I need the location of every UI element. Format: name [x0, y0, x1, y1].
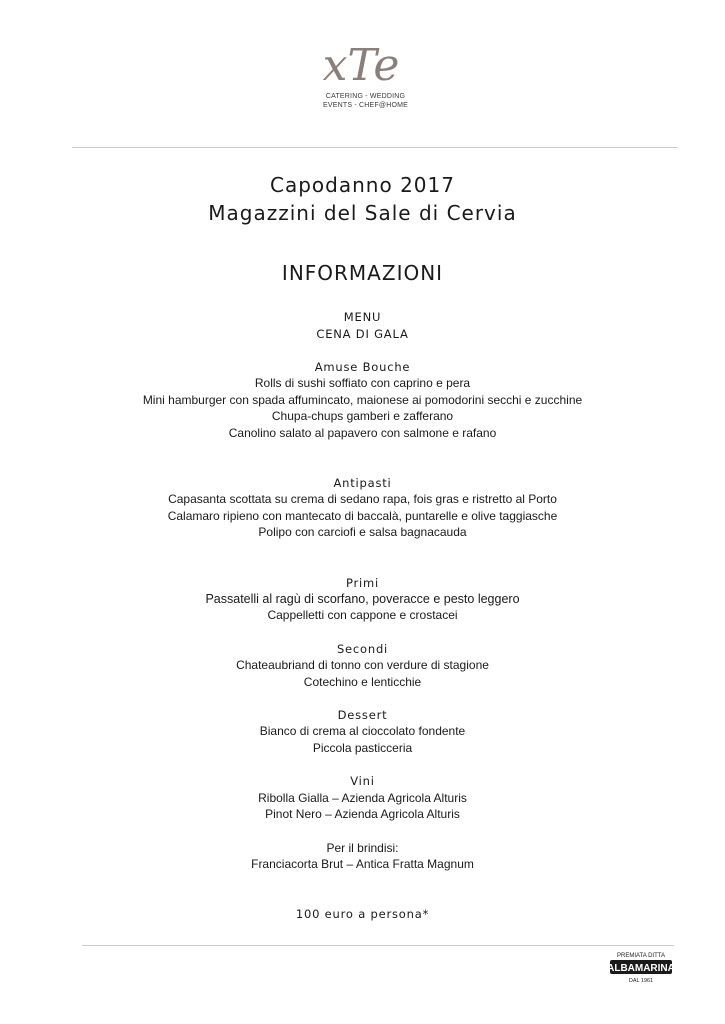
event-title: Capodanno 2017	[270, 173, 455, 197]
menu-item: Polipo con carciofi e salsa bagnacauda	[258, 525, 467, 539]
menu-item: Mini hamburger con spada affumincato, maionese ai pomodorini secchi e zucchine	[142, 393, 583, 407]
price-line: 100 euro a persona*	[295, 907, 430, 921]
menu-item: Chupa-chups gamberi e zafferano	[271, 409, 454, 423]
course-heading-antipasti: Antipasti	[333, 476, 392, 490]
xte-logo-mark	[323, 22, 403, 92]
menu-item: Pinot Nero – Azienda Agricola Alturis	[265, 807, 460, 821]
menu-item: Piccola pasticceria	[312, 741, 413, 755]
svg-text:DAL 1961: DAL 1961	[628, 978, 654, 984]
course-heading-secondi: Secondi	[336, 642, 389, 656]
svg-text:PREMIATA DITTA: PREMIATA DITTA	[616, 953, 666, 959]
course-heading-amuse: Amuse Bouche	[314, 360, 411, 374]
menu-sublabel: CENA DI GALA	[316, 327, 409, 341]
logo-tagline-1: CATERING - WEDDING	[325, 93, 406, 100]
logo-tagline-2: EVENTS - CHEF@HOME	[323, 102, 408, 109]
menu-item: Cotechino e lenticchie	[303, 675, 422, 689]
brand-logo	[0, 22, 725, 110]
menu-item: Calamaro ripieno con mantecato di baccalà, puntarelle e olive taggiasche	[167, 509, 558, 523]
course-heading-primi: Primi	[345, 576, 380, 590]
menu-item: Ribolla Gialla – Azienda Agricola Alturis	[258, 791, 467, 805]
menu-item: Chateaubriand di tonno con verdure di stagione	[236, 658, 489, 672]
svg-text:xTe: xTe	[322, 40, 399, 91]
top-divider	[72, 147, 678, 148]
menu-item: Passatelli al ragù di scorfano, poveracce e pesto leggero	[205, 592, 520, 606]
svg-text:ALBAMARINA: ALBAMARINA	[607, 963, 675, 974]
section-heading: INFORMAZIONI	[281, 261, 444, 285]
albamarina-badge	[606, 948, 676, 988]
menu-item: Cappelletti con cappone e crostacei	[267, 608, 458, 622]
course-heading-dessert: Dessert	[337, 708, 388, 722]
bottom-divider	[82, 945, 674, 946]
menu-label: MENU	[343, 310, 382, 324]
menu-item: Bianco di crema al cioccolato fondente	[259, 724, 466, 738]
course-heading-vini: Vini	[350, 774, 375, 788]
brindisi-wine: Franciacorta Brut – Antica Fratta Magnum	[251, 857, 474, 871]
menu-item: Canolino salato al papavero con salmone e rafano	[228, 426, 497, 440]
event-venue: Magazzini del Sale di Cervia	[208, 201, 517, 225]
brindisi-label: Per il brindisi:	[326, 841, 399, 855]
menu-item: Capasanta scottata su crema di sedano rapa, fois gras e ristretto al Porto	[168, 492, 557, 506]
menu-item: Rolls di sushi soffiato con caprino e pera	[254, 376, 471, 390]
